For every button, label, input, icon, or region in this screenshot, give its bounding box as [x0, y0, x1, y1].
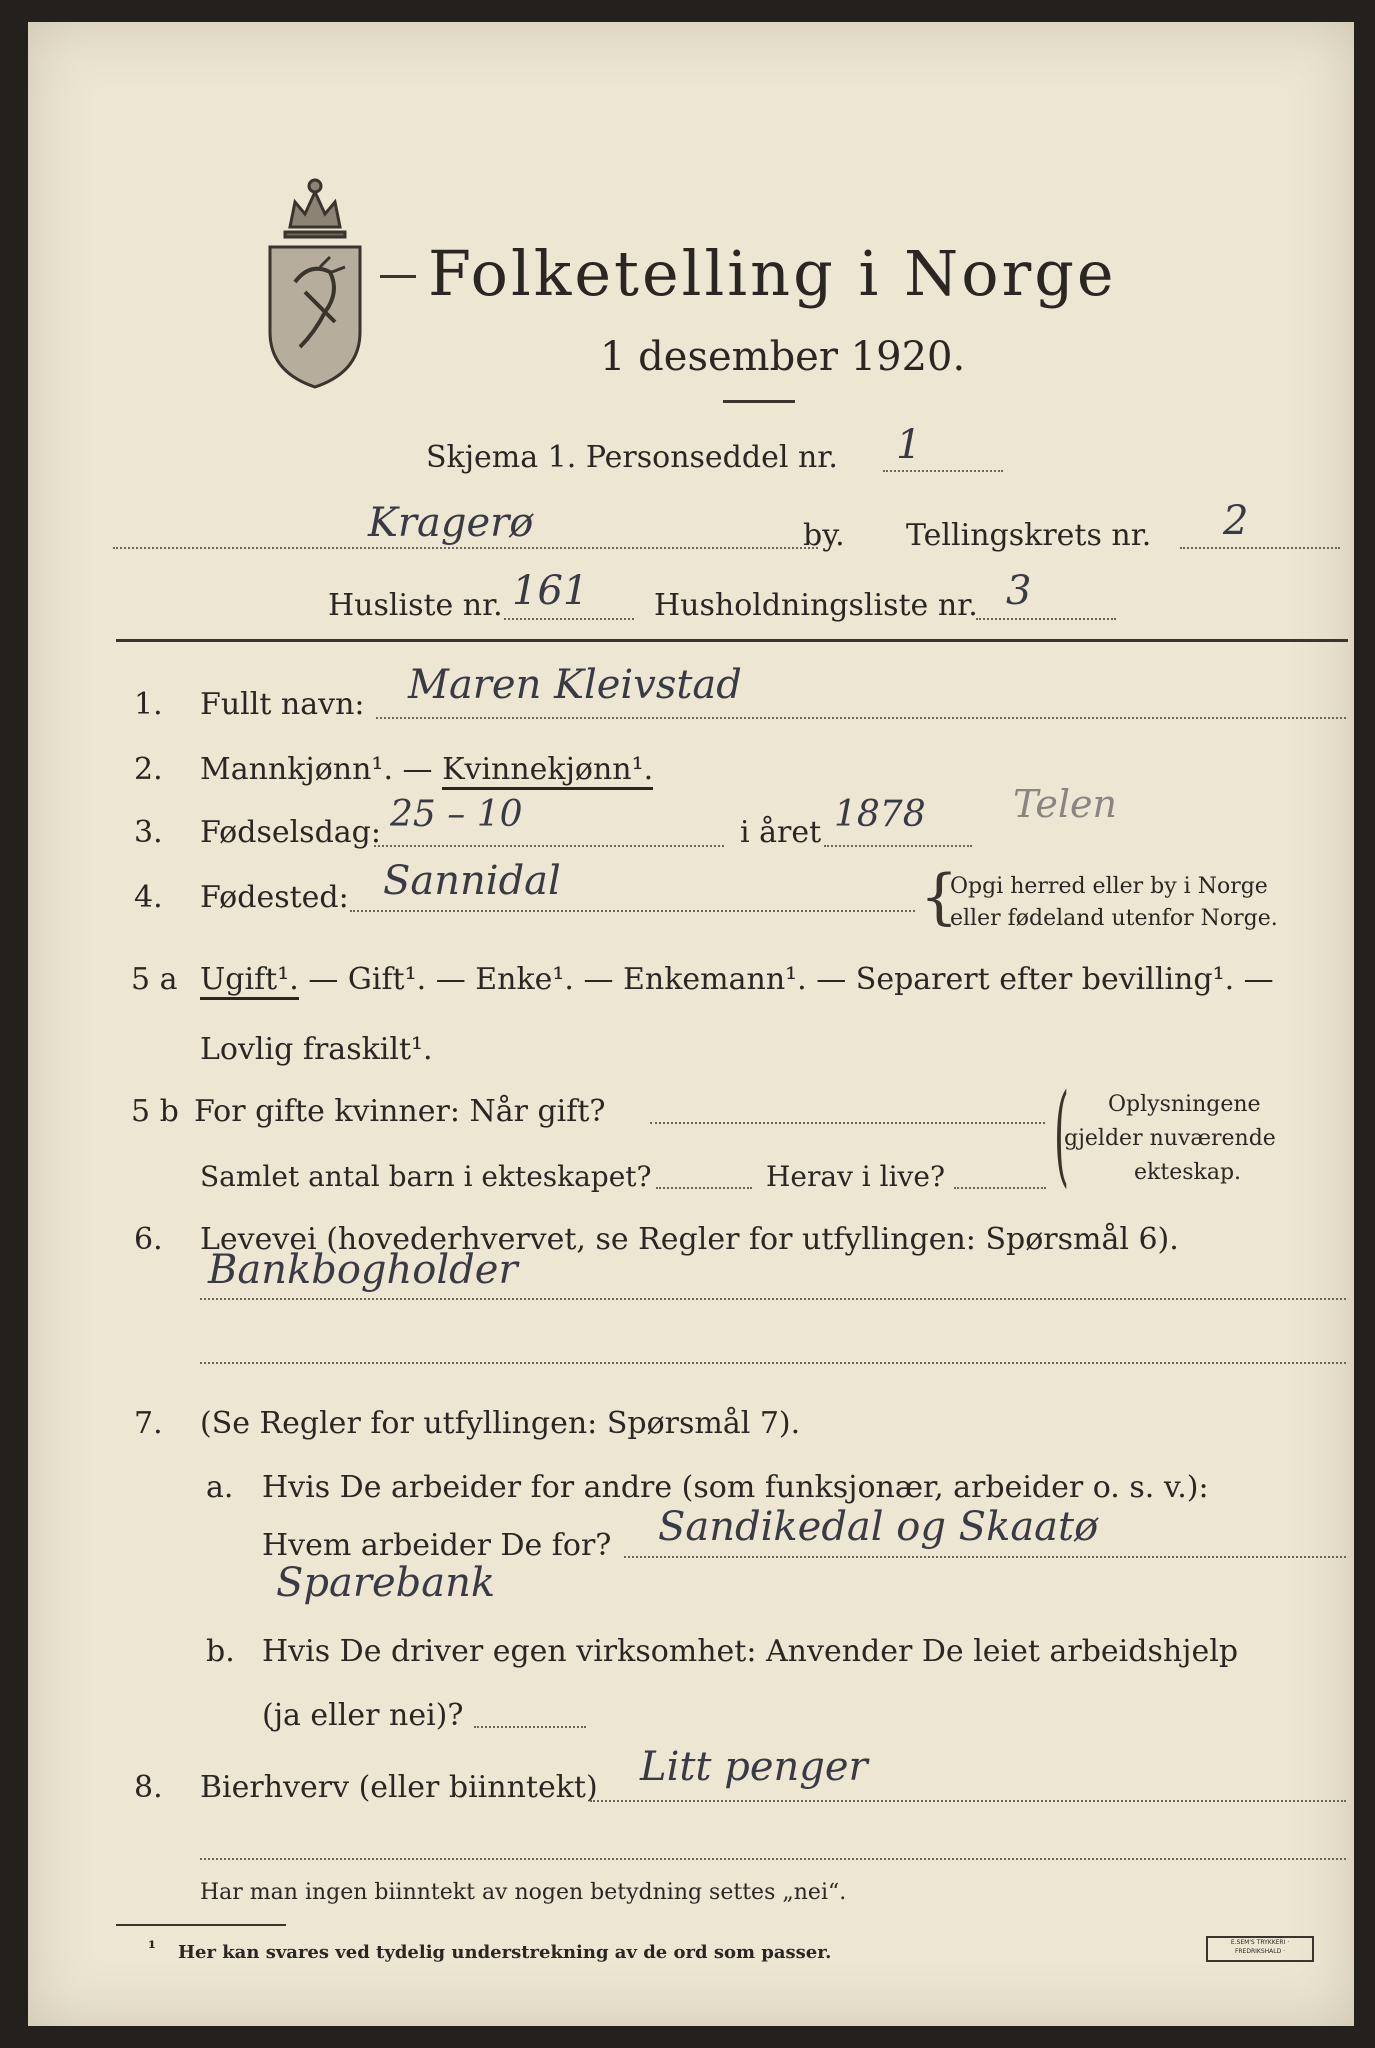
birth-year-value: 1878: [834, 794, 926, 835]
hired-help-field[interactable]: [474, 1726, 586, 1728]
q1-number: 1.: [134, 687, 163, 722]
q4-brace: {: [920, 862, 959, 932]
occupation-field-line1[interactable]: [200, 1298, 1346, 1300]
q4-number: 4.: [134, 880, 163, 915]
page-title: Folketelling i Norge: [428, 237, 1117, 310]
full-name-value: Maren Kleivstad: [408, 662, 742, 708]
census-form-sheet: [28, 22, 1354, 2026]
title-divider: [723, 400, 795, 403]
option-ugift-underlined[interactable]: Ugift¹.: [200, 962, 299, 1000]
husliste-field[interactable]: [504, 618, 634, 620]
side-income-field-line2[interactable]: [200, 1858, 1346, 1860]
q5a-other-options[interactable]: — Gift¹. — Enke¹. — Enkemann¹. — Separert efter bevilling¹. —: [298, 962, 1274, 997]
by-label: by.: [803, 518, 845, 553]
q7-number: 7.: [134, 1406, 163, 1441]
q5b-bracket: (: [1054, 1070, 1070, 1198]
q7b-question: (ja eller nei)?: [262, 1698, 464, 1733]
personseddel-value: 1: [896, 422, 922, 468]
employer-value-line1: Sandikedal og Skaatø: [658, 1504, 1099, 1550]
city-field[interactable]: [113, 547, 818, 549]
birthday-field[interactable]: [374, 845, 724, 847]
q5a-number: 5 a: [131, 962, 178, 997]
q4-note-line2: eller fødeland utenfor Norge.: [950, 906, 1278, 931]
option-kvinnekjonn-underlined[interactable]: Kvinnekjønn¹.: [442, 752, 653, 790]
q5b-note-line1: Oplysningene: [1108, 1092, 1261, 1117]
birth-year-field[interactable]: [824, 845, 972, 847]
children-alive-field[interactable]: [954, 1187, 1046, 1189]
q7b-label: Hvis De driver egen virksomhet: Anvender De leiet arbeidshjelp: [262, 1634, 1239, 1669]
employer-field-line1[interactable]: [624, 1556, 1346, 1558]
header-rule: [116, 639, 1348, 642]
q7a-question: Hvem arbeider De for?: [262, 1528, 612, 1563]
q5b-barn-label: Samlet antal barn i ekteskapet?: [200, 1160, 652, 1193]
tellingskrets-label: Tellingskrets nr.: [906, 518, 1152, 553]
q4-label: Fødested:: [200, 880, 349, 915]
q1-label: Fullt navn:: [200, 687, 365, 722]
norwegian-lion-shield-icon: [260, 172, 370, 392]
skjema-label: Skjema 1. Personseddel nr.: [426, 440, 838, 475]
printer-stamp: E.SEM'S TRYKKERI · FREDRIKSHALD ·: [1206, 1936, 1314, 1962]
occupation-field-line2[interactable]: [200, 1362, 1346, 1364]
q5a-line2[interactable]: Lovlig fraskilt¹.: [200, 1032, 433, 1067]
q7a-letter: a.: [206, 1470, 234, 1505]
q8-number: 8.: [134, 1770, 163, 1805]
q7b-letter: b.: [206, 1634, 235, 1669]
option-mannkjonn[interactable]: Mannkjønn¹.: [200, 752, 393, 787]
side-income-note: Har man ingen biinntekt av nogen betydning settes „nei“.: [200, 1880, 847, 1905]
birthday-value: 25 – 10: [390, 794, 523, 835]
side-income-field-line1[interactable]: [590, 1800, 1346, 1802]
marriage-date-field[interactable]: [650, 1122, 1045, 1124]
q7-label: (Se Regler for utfyllingen: Spørsmål 7).: [200, 1406, 801, 1441]
q5b-note-line2: gjelder nuværende: [1064, 1126, 1276, 1151]
husliste-label: Husliste nr.: [328, 588, 503, 623]
q5b-label: For gifte kvinner: Når gift?: [194, 1094, 606, 1129]
q2-number: 2.: [134, 752, 163, 787]
q3-label: Fødselsdag:: [200, 815, 381, 850]
husliste-value: 161: [512, 568, 589, 614]
census-date: 1 desember 1920.: [600, 334, 966, 380]
q5a-options: [200, 962, 1274, 997]
q4-note-line1: Opgi herred eller by i Norge: [950, 874, 1268, 899]
husholdning-label: Husholdningsliste nr.: [654, 588, 978, 623]
birthplace-value: Sannidal: [383, 858, 561, 904]
q3-year-label: i året: [740, 815, 822, 850]
q6-label: Levevei (hovederhvervet, se Regler for utfyllingen: Spørsmål 6).: [200, 1222, 1179, 1257]
birthplace-field[interactable]: [350, 910, 915, 912]
tellingskrets-value: 2: [1223, 498, 1249, 544]
margin-note: Telen: [1013, 782, 1117, 826]
footnote-mark: ¹: [148, 1938, 156, 1959]
children-count-field[interactable]: [656, 1187, 752, 1189]
side-income-value: Litt penger: [640, 1744, 868, 1790]
q6-number: 6.: [134, 1222, 163, 1257]
full-name-field[interactable]: [376, 717, 1346, 719]
tellingskrets-field[interactable]: [1180, 547, 1340, 549]
footnote-rule: [116, 1924, 286, 1926]
q5b-live-label: Herav i live?: [766, 1160, 945, 1193]
personseddel-field[interactable]: [883, 470, 1003, 472]
q7a-label: Hvis De arbeider for andre (som funksjonær, arbeider o. s. v.):: [262, 1470, 1209, 1505]
q3-number: 3.: [134, 815, 163, 850]
q8-label: Bierhverv (eller biinntekt): [200, 1770, 598, 1805]
footnote-text: Her kan svares ved tydelig understrekning av de ord som passer.: [178, 1942, 832, 1963]
employer-value-line2: Sparebank: [276, 1560, 496, 1606]
husholdning-field[interactable]: [976, 618, 1116, 620]
title-dash: [380, 275, 416, 278]
q2-options: Mannkjønn¹. — Kvinnekjønn¹.: [200, 752, 653, 787]
husholdning-value: 3: [1006, 568, 1032, 614]
q5b-note-line3: ekteskap.: [1134, 1160, 1242, 1185]
q5b-number: 5 b: [131, 1094, 179, 1129]
occupation-value: Bankbogholder: [208, 1247, 518, 1293]
city-value: Kragerø: [368, 500, 534, 546]
